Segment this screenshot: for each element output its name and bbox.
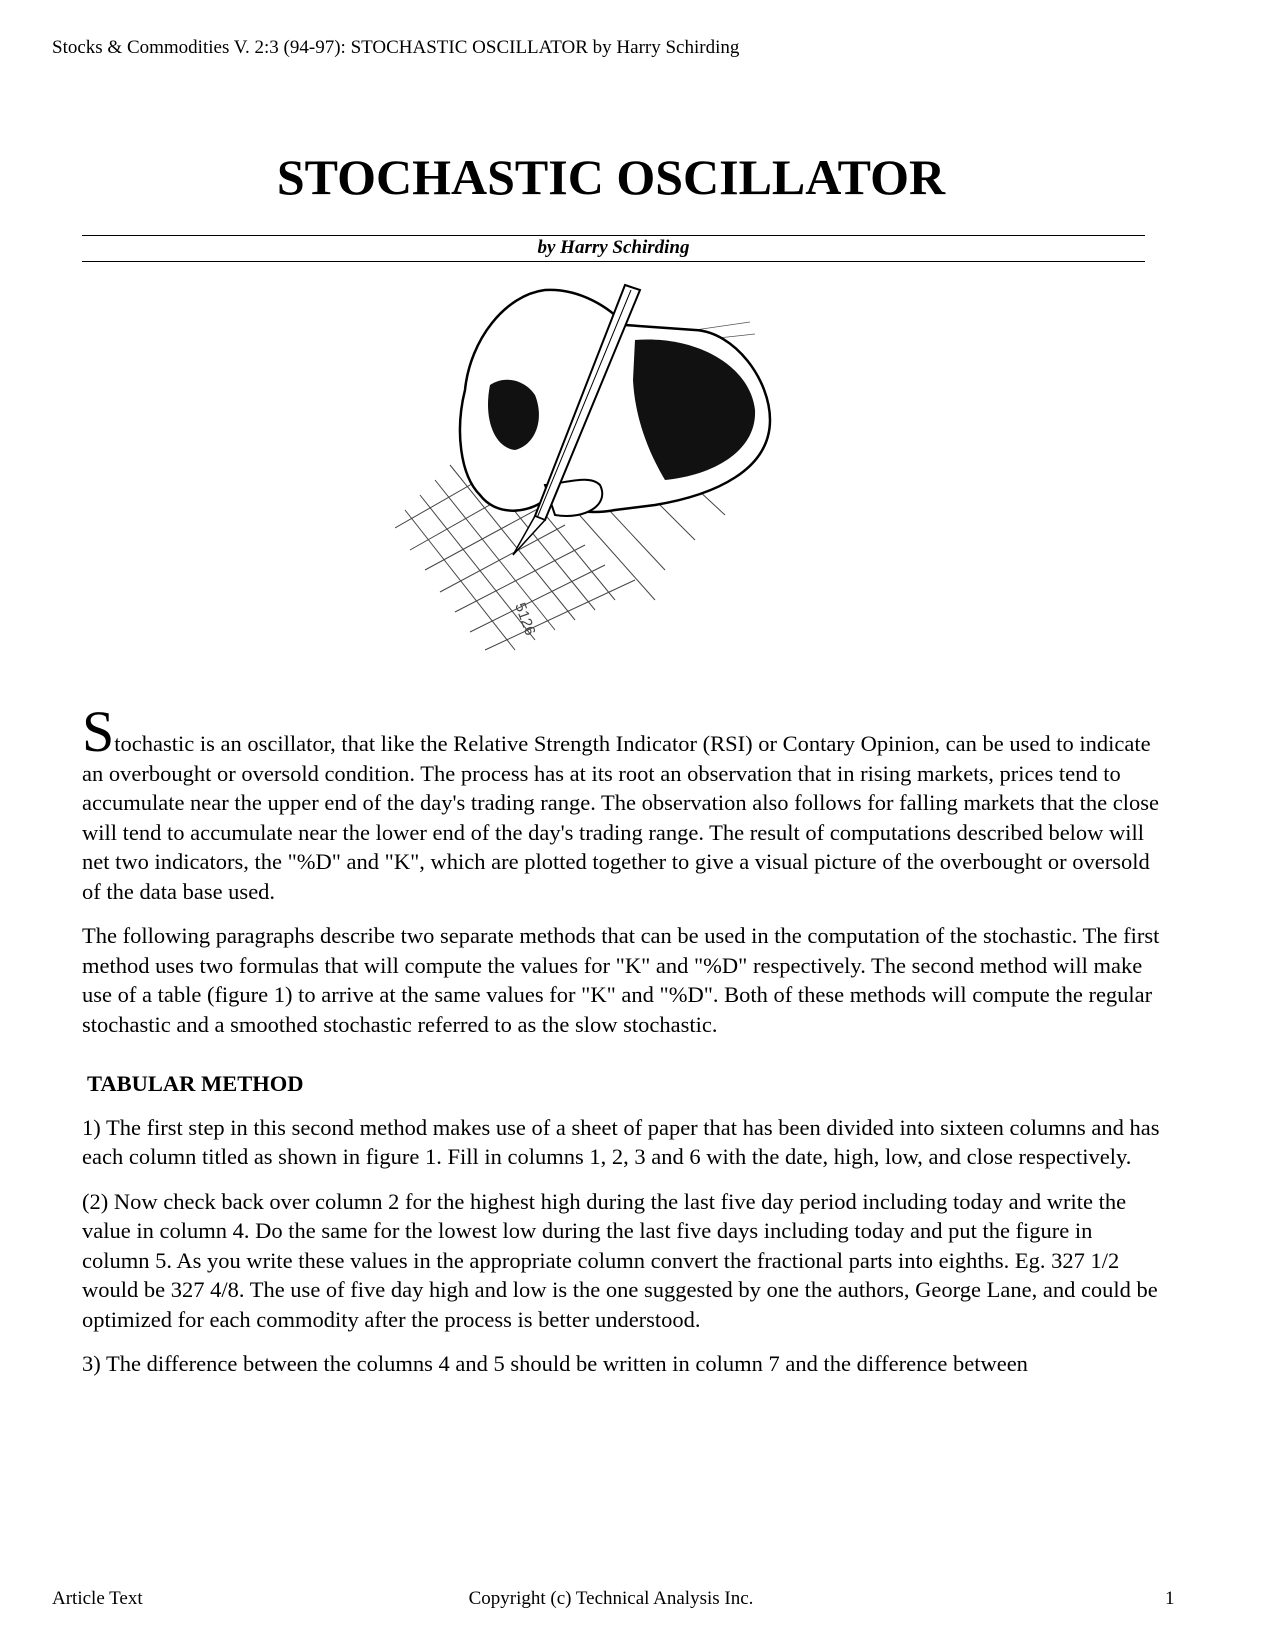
article-title: STOCHASTIC OSCILLATOR [276,149,946,205]
intro-paragraph-text: tochastic is an oscillator, that like the Relative Strength Indicator (RSI) or Contary Opinion, can be used to indicate an overbought or oversold condition. The process has at its root an observation that in rising markets, prices tend to accumulate near the upper end of the day's trading range. The observation also follows for falling markets that the close will tend to accumulate near the lower end of the day's trading range. The result of computations described below will net two indicators, the "%D" and "K", which are plotted together to give a visual picture of the overbought or oversold of the data base used. [82,731,1160,904]
title-rule-bottom [82,261,1145,262]
footer-copyright: Copyright (c) Technical Analysis Inc. [468,1588,754,1609]
footer-left: Article Text [52,1588,143,1609]
hand-writing-on-grid-illustration [395,270,815,700]
step-1-paragraph: 1) The first step in this second method makes use of a sheet of paper that has been divided into sixteen columns and has each column titled as shown in figure 1. Fill in columns 1, 2, 3 and 6 with the date, high, low, and close respectively. [82,1114,1160,1169]
step-3-paragraph: 3) The difference between the columns 4 and 5 should be written in column 7 and the difference between [82,1351,1028,1376]
grid-note-text: 5126 [511,600,539,638]
dropcap-letter: S [82,699,115,764]
running-header: Stocks & Commodities V. 2:3 (94-97): STOCHASTIC OSCILLATOR by Harry Schirding [52,37,740,58]
article-body [82,699,1162,1394]
step-2-paragraph: (2) Now check back over column 2 for the highest high during the last five day period including today and write the value in column 4. Do the same for the lowest low during the last five days including today and put the figure in column 5. As you write these values in the appropriate column convert the fractional parts into eighths. Eg. 327 1/2 would be 327 4/8. The use of five day high and low is the one suggested by one the authors, George Lane, and could be optimized for each commodity after the process is better understood. [82,1188,1158,1332]
intro-paragraph [82,699,1162,906]
page-number: 1 [1165,1588,1175,1609]
article-byline: by Harry Schirding [537,237,690,258]
section-heading: TABULAR METHOD [87,1071,304,1096]
methods-paragraph: The following paragraphs describe two separate methods that can be used in the computation of the stochastic. The first method uses two formulas that will compute the values for "K" and "%D" respectively. The second method will make use of a table (figure 1) to arrive at the same values for "K" and "%D". Both of these methods will compute the regular stochastic and a smoothed stochastic referred to as the slow stochastic. [82,923,1160,1037]
